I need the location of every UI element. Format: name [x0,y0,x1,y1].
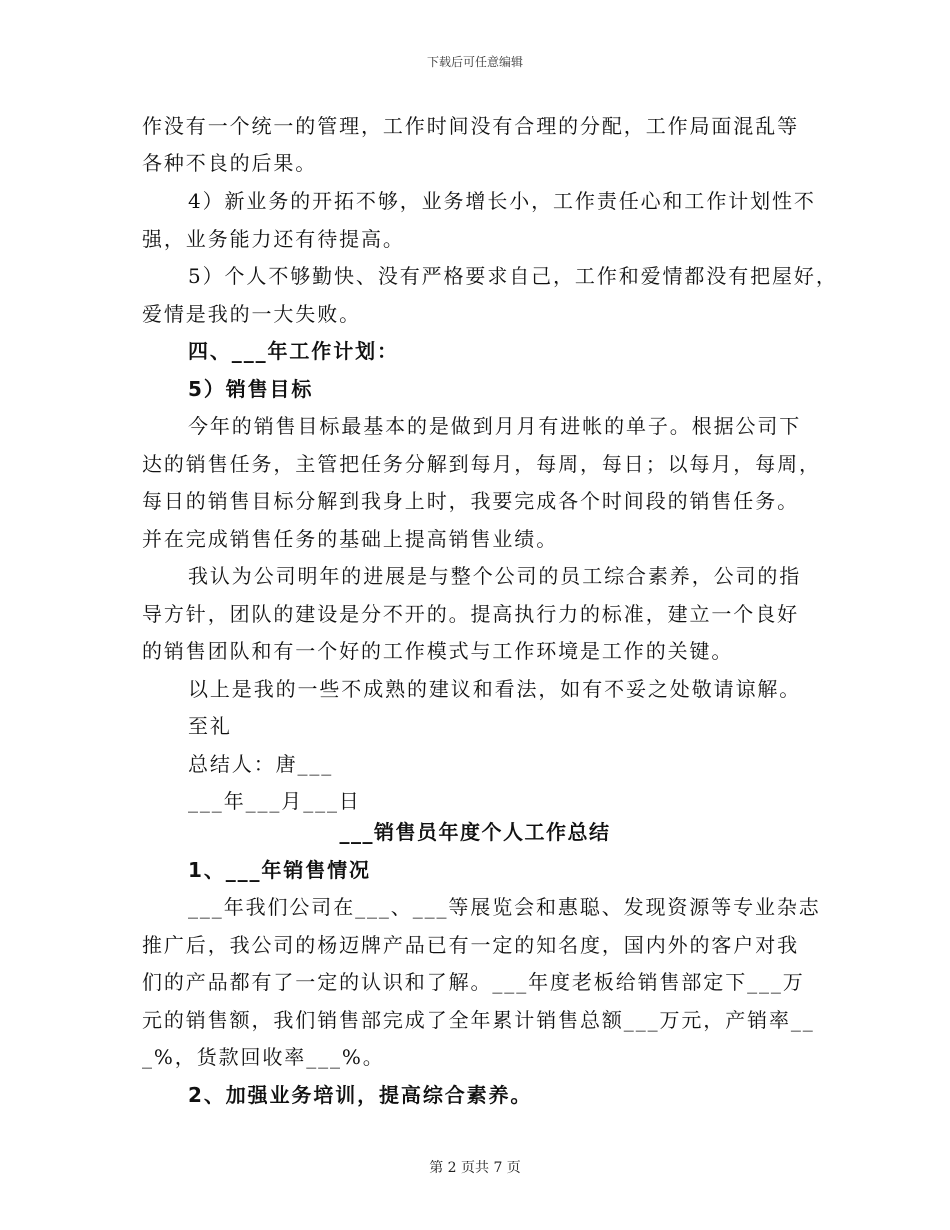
body-line: 们的产品都有了一定的认识和了解。___年度老板给销售部定下___万 [142,970,805,994]
body-line: 导方针，团队的建设是分不开的。提高执行力的标准，建立一个良好 [142,602,799,626]
page-header: 下载后可任意编辑 [426,55,523,69]
document-title: ___销售员年度个人工作总结 [339,820,611,844]
section-heading: 2、加强业务培训，提高综合素养。 [188,1083,533,1107]
body-line: 我认为公司明年的进展是与整个公司的员工综合素养，公司的指 [188,564,802,588]
body-line: 4）新业务的开拓不够，业务增长小，工作责任心和工作计划性不 [188,189,816,213]
body-line: 5）个人不够勤快、没有严格要求自己，工作和爱情都没有把屋好， [188,264,838,288]
subsection-heading: 5）销售目标 [188,377,314,401]
body-line: 的销售团队和有一个好的工作模式与工作环境是工作的关键。 [142,639,734,663]
body-line: 爱情是我的一大失败。 [142,302,361,326]
body-line: 每日的销售目标分解到我身上时，我要完成各个时间段的销售任务。 [142,489,799,513]
section-heading: 1、___年销售情况 [188,858,371,882]
signature-line: 总结人：唐___ [188,752,334,776]
body-line: 以上是我的一些不成熟的建议和看法，如有不妥之处敬请谅解。 [188,677,802,701]
body-line: 达的销售任务，主管把任务分解到每月，每周，每日；以每月，每周， [142,452,821,476]
body-line: ___年我们公司在___、___等展览会和惠聪、发现资源等专业杂志 [188,895,821,919]
body-line: 强，业务能力还有待提高。 [142,227,405,251]
page-footer: 第 2 页共 7 页 [429,1160,521,1176]
body-line: 并在完成销售任务的基础上提高销售业绩。 [142,527,559,551]
body-line: 作没有一个统一的管理，工作时间没有合理的分配，工作局面混乱等 [142,114,799,138]
body-line: 今年的销售目标最基本的是做到月月有进帐的单子。根据公司下 [188,414,802,438]
closing-line: 至礼 [188,714,232,738]
section-heading: 四、___年工作计划： [188,339,399,363]
body-line: _%，货款回收率___%。 [142,1045,385,1069]
body-line: 元的销售额，我们销售部完成了全年累计销售总额___万元，产销率__ [142,1008,815,1032]
body-line: 各种不良的后果。 [142,151,318,175]
date-line: ___年___月___日 [188,789,361,813]
body-line: 推广后，我公司的杨迈牌产品已有一定的知名度，国内外的客户对我 [142,933,799,957]
